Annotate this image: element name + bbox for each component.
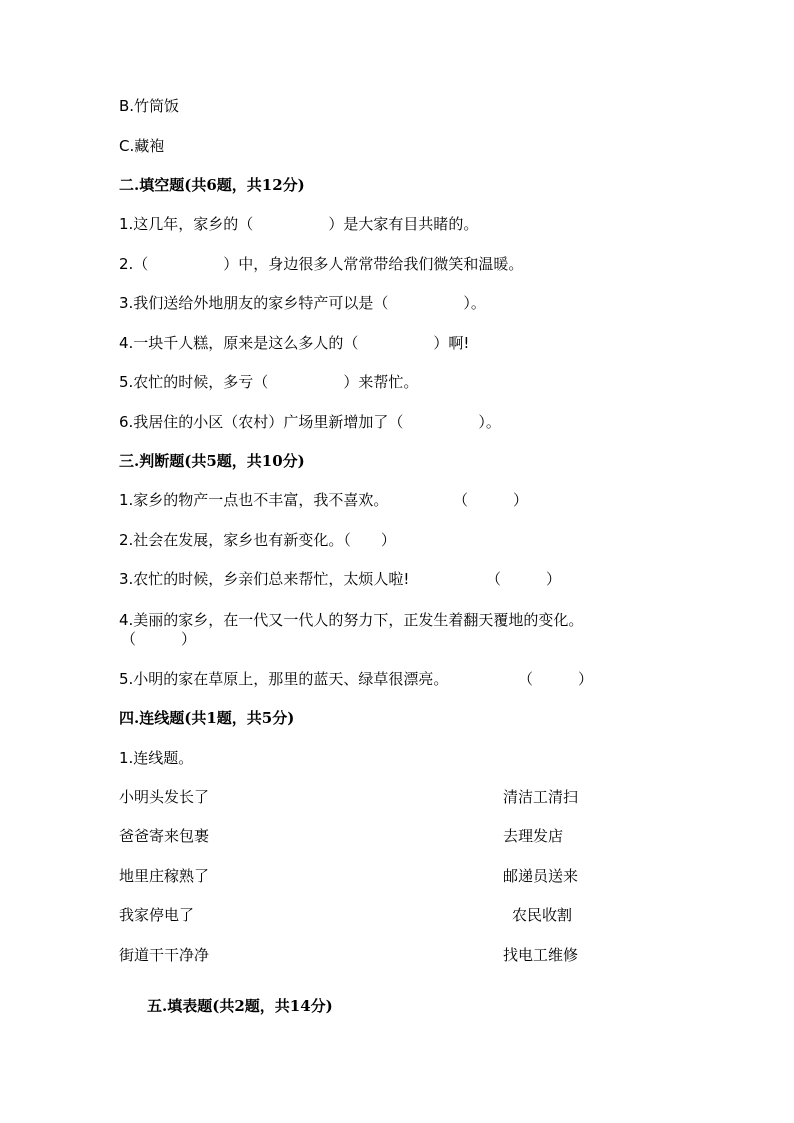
match-left-3: 地里庄稼熟了	[119, 867, 210, 885]
judge-question-2: 2.社会在发展，家乡也有新变化。（ ）	[119, 531, 396, 549]
judge-question-4: 4.美丽的家乡，在一代又一代人的努力下，正发生着翻天覆地的变化。	[119, 611, 584, 629]
section4-heading: 四.连线题(共1题，共5分)	[119, 709, 295, 727]
match-left-1: 小明头发长了	[119, 788, 210, 806]
match-left-2: 爸爸寄来包裹	[119, 827, 210, 845]
match-right-4: 农民收割	[512, 906, 573, 924]
match-right-3: 邮递员送来	[503, 867, 579, 885]
judge-blank-1: （ ）	[453, 491, 529, 509]
section5-heading: 五.填表题(共2题，共14分)	[147, 997, 333, 1015]
option-b: B.竹筒饭	[119, 97, 180, 115]
fill-question-6: 6.我居住的小区（农村）广场里新增加了（ ）。	[119, 413, 501, 431]
section2-heading: 二.填空题(共6题，共12分)	[119, 176, 305, 194]
fill-question-2: 2.（ ）中，身边很多人常常带给我们微笑和温暖。	[119, 255, 524, 273]
option-c: C.藏袍	[119, 137, 165, 155]
match-question: 1.连线题。	[119, 749, 194, 767]
match-right-2: 去理发店	[503, 827, 564, 845]
match-left-4: 我家停电了	[119, 906, 195, 924]
match-right-1: 清洁工清扫	[503, 788, 579, 806]
judge-blank-5: （ ）	[518, 670, 594, 688]
fill-question-5: 5.农忙的时候，多亏（ ）来帮忙。	[119, 373, 419, 391]
fill-question-3: 3.我们送给外地朋友的家乡特产可以是（ ）。	[119, 294, 486, 312]
fill-question-4: 4.一块千人糕，原来是这么多人的（ ）啊!	[119, 334, 470, 352]
judge-blank-4: （ ）	[121, 630, 197, 648]
judge-question-1: 1.家乡的物产一点也不丰富，我不喜欢。	[119, 491, 389, 509]
fill-question-1: 1.这几年，家乡的（ ）是大家有目共睹的。	[119, 215, 479, 233]
judge-blank-3: （ ）	[486, 570, 562, 588]
judge-question-5: 5.小明的家在草原上，那里的蓝天、绿草很漂亮。	[119, 670, 449, 688]
judge-question-3: 3.农忙的时候，乡亲们总来帮忙，太烦人啦!	[119, 570, 410, 588]
match-left-5: 街道干干净净	[119, 946, 210, 964]
match-right-5: 找电工维修	[503, 946, 579, 964]
section3-heading: 三.判断题(共5题，共10分)	[119, 452, 305, 470]
